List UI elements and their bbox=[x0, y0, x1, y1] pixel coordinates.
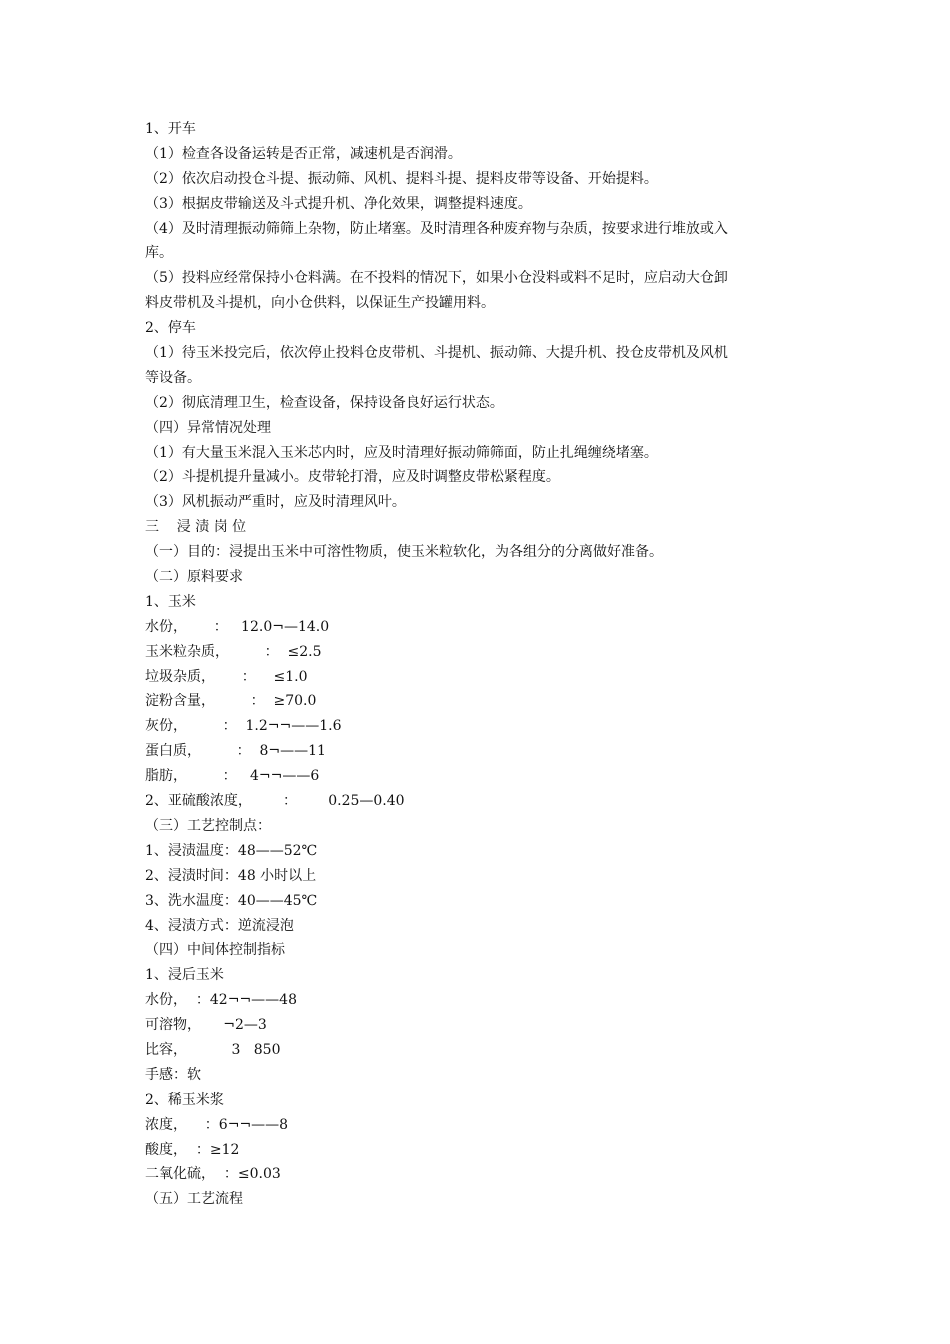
spec-line: 脂肪， ： 4¬¬——6 bbox=[145, 768, 320, 785]
section-heading: 2、稀玉米浆 bbox=[145, 1091, 224, 1108]
text-line: （2）依次启动投仓斗提、振动筛、风机、提料斗提、提料皮带等设备、开始提料。 bbox=[145, 170, 658, 187]
section-heading: 2、停车 bbox=[145, 320, 196, 337]
text-line: （一）目的：浸提出玉米中可溶性物质，使玉米粒软化，为各组分的分离做好准备。 bbox=[145, 544, 663, 561]
text-line: 库。 bbox=[145, 245, 173, 262]
spec-line: 2、亚硫酸浓度， ： 0.25—0.40 bbox=[145, 793, 405, 810]
text-line: （5）投料应经常保持小仓料满。在不投料的情况下，如果小仓没料或料不足时，应启动大仓卸 bbox=[145, 270, 728, 287]
spec-line: 2、浸渍时间：48 小时以上 bbox=[145, 867, 317, 884]
section-heading: 1、开车 bbox=[145, 121, 196, 137]
spec-line: 淀粉含量， ： ≥70.0 bbox=[145, 693, 317, 710]
spec-line: 3、洗水温度：40——45℃ bbox=[145, 892, 318, 909]
chapter-heading: 三 浸 渍 岗 位 bbox=[145, 519, 247, 536]
spec-line: 比容， 3 850 bbox=[145, 1041, 281, 1058]
text-line: 等设备。 bbox=[145, 369, 201, 386]
section-heading: 1、玉米 bbox=[145, 593, 196, 610]
spec-line: 蛋白质， ： 8¬——11 bbox=[145, 743, 326, 760]
section-heading: （二）原料要求 bbox=[145, 569, 243, 586]
section-heading: 1、浸后玉米 bbox=[145, 967, 224, 984]
document-body bbox=[145, 117, 815, 1212]
section-heading: （三）工艺控制点： bbox=[145, 817, 271, 834]
spec-line: 手感：软 bbox=[145, 1066, 201, 1083]
spec-line: 浓度， ：6¬¬——8 bbox=[145, 1116, 289, 1133]
spec-line: 玉米粒杂质， ： ≤2.5 bbox=[145, 643, 322, 660]
text-line: （3）根据皮带输送及斗式提升机、净化效果，调整提料速度。 bbox=[145, 195, 532, 212]
section-heading: （五）工艺流程 bbox=[145, 1191, 243, 1208]
text-line: （3）风机振动严重时，应及时清理风叶。 bbox=[145, 494, 406, 511]
section-heading: （四）异常情况处理 bbox=[145, 419, 271, 436]
spec-line: 水份， ：42¬¬——48 bbox=[145, 992, 297, 1009]
section-heading: （四）中间体控制指标 bbox=[145, 942, 285, 959]
text-line: （4）及时清理振动筛筛上杂物，防止堵塞。及时清理各种废弃物与杂质，按要求进行堆放或入 bbox=[145, 220, 728, 237]
spec-line: 灰份， ： 1.2¬¬——1.6 bbox=[145, 718, 342, 735]
text-line: （2）彻底清理卫生，检查设备，保持设备良好运行状态。 bbox=[145, 394, 504, 411]
spec-line: 二氧化硫， ：≤0.03 bbox=[145, 1166, 281, 1183]
spec-line: 酸度， ：≥12 bbox=[145, 1141, 240, 1158]
text-line: （1）待玉米投完后，依次停止投料仓皮带机、斗提机、振动筛、大提升机、投仓皮带机及风机 bbox=[145, 345, 728, 362]
text-line: （2）斗提机提升量减小。皮带轮打滑，应及时调整皮带松紧程度。 bbox=[145, 469, 560, 486]
text-line: （1）有大量玉米混入玉米芯内时，应及时清理好振动筛筛面，防止扎绳缠绕堵塞。 bbox=[145, 444, 658, 461]
spec-line: 水份， ： 12.0¬—14.0 bbox=[145, 618, 330, 635]
spec-line: 4、浸渍方式：逆流浸泡 bbox=[145, 917, 294, 934]
spec-line: 垃圾杂质， ： ≤1.0 bbox=[145, 668, 308, 685]
text-line: 料皮带机及斗提机，向小仓供料，以保证生产投罐用料。 bbox=[145, 295, 495, 312]
spec-line: 1、浸渍温度：48——52℃ bbox=[145, 842, 318, 859]
spec-line: 可溶物， ¬2—3 bbox=[145, 1017, 267, 1034]
text-line: （1）检查各设备运转是否正常，减速机是否润滑。 bbox=[145, 145, 462, 162]
